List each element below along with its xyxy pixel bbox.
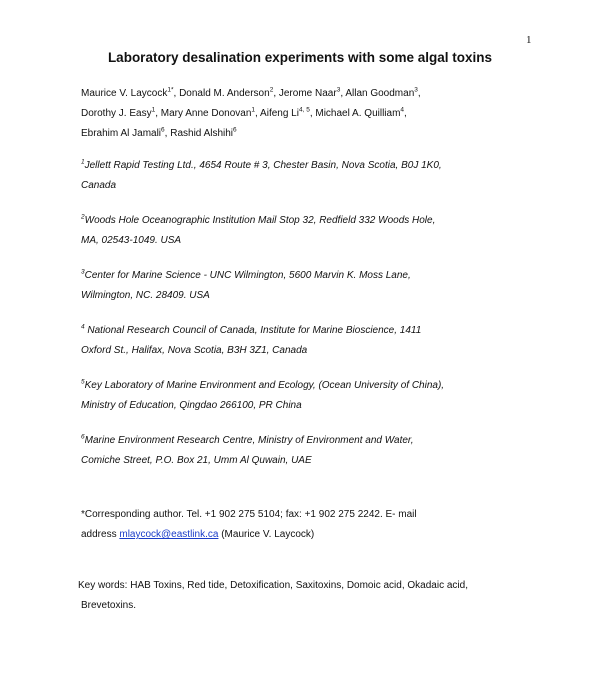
affiliation-text: Canada [81,180,117,191]
corresponding-name: (Maurice V. Laycock) [218,529,315,540]
author-affiliation-marker: 6 [161,126,165,134]
author-affiliation-marker: 3 [336,86,341,94]
keywords [78,576,518,616]
affiliation-text: Woods Hole Oceanographic Institution Mail Stop 32, Redfield 332 Woods Hole, [84,215,436,226]
affiliation-line [81,266,521,286]
affiliation-line [81,321,521,341]
author-name: Maurice V. Laycock [81,88,168,99]
author-affiliation-marker: 1* [167,86,174,94]
affiliation-text: Marine Environment Research Centre, Ministry of Environment and Water, [84,435,414,446]
affiliation-line [81,451,521,471]
page-title: Laboratory desalination experiments with some algal toxins [107,50,493,65]
author-separator: , [255,108,261,119]
affiliation-line [81,376,521,396]
affiliation [81,431,521,471]
author-separator: , [340,88,346,99]
affiliation [81,156,521,196]
author-affiliation-marker: 6 [233,126,237,134]
affiliation-number: 5 [81,378,85,386]
author-name: Ebrahim Al Jamali [81,128,162,139]
keywords-line-1: Key words: HAB Toxins, Red tide, Detoxification, Saxitoxins, Domoic acid, Okadaic acid, [78,580,468,591]
author-affiliation-marker: 2 [269,86,274,94]
affiliation-line [81,231,521,251]
author-separator: , [417,88,421,99]
author-line [81,124,521,144]
author-separator: , [273,88,279,99]
affiliation-text: National Research Council of Canada, Institute for Marine Bioscience, 1411 [84,325,422,336]
affiliation-line [81,286,521,306]
author-affiliation-marker: 1 [151,106,156,114]
affiliation-number: 1 [81,158,85,166]
author-line [81,104,521,124]
affiliation [81,211,521,251]
author-affiliation-marker: 4, 5 [298,106,310,114]
affiliation-text: Center for Marine Science - UNC Wilmington, 5600 Marvin K. Moss Lane, [84,270,411,281]
author-name: Jerome Naar [278,88,337,99]
author-name: Aifeng Li [260,108,299,119]
affiliation-line [81,156,521,176]
author-affiliation-marker: 4 [400,106,405,114]
author-name: Michael A. Quilliam [315,108,401,119]
corresponding-address-prefix: address [81,529,120,540]
affiliation-text: Wilmington, NC. 28409. USA [81,290,210,301]
affiliation-line [81,396,521,416]
author-name: Donald M. Anderson [179,88,270,99]
affiliation-number: 2 [81,213,85,221]
corresponding-author [81,505,521,545]
affiliation-line [81,211,521,231]
affiliation-number: 3 [81,268,85,276]
page-number: 1 [526,34,532,46]
author-name: Dorothy J. Easy [81,108,152,119]
corresponding-line-1: *Corresponding author. Tel. +1 902 275 5104; fax: +1 902 275 2242. E- mail [81,509,417,520]
author-separator: , [155,108,161,119]
affiliation [81,376,521,416]
author-affiliation-marker: 3 [414,86,418,94]
affiliation-text: Jellett Rapid Testing Ltd., 4654 Route # 3, Chester Basin, Nova Scotia, B0J 1K0, [84,160,442,171]
affiliation-line [81,176,521,196]
author-line [81,84,521,104]
affiliation-text: MA, 02543-1049. USA [81,235,182,246]
author-separator: , [404,108,407,119]
author-separator: , [164,128,171,139]
author-separator: , [173,88,180,99]
author-name: Rashid Alshihi [170,128,234,139]
affiliation-number: 6 [81,433,85,441]
affiliation [81,266,521,306]
author-affiliation-marker: 1 [251,106,256,114]
affiliation-number: 4 [81,323,85,331]
affiliation-text: Ministry of Education, Qingdao 266100, PR China [81,400,302,411]
affiliation-text: Key Laboratory of Marine Environment and Ecology, (Ocean University of China), [84,380,445,391]
author-separator: , [309,108,316,119]
affiliation-text: Comiche Street, P.O. Box 21, Umm Al Quwain, UAE [81,455,312,466]
affiliation-line [81,341,521,361]
author-name: Allan Goodman [345,88,415,99]
author-list [81,84,521,144]
email-link[interactable]: mlaycock@eastlink.ca [119,529,219,540]
affiliation-text: Oxford St., Halifax, Nova Scotia, B3H 3Z1, Canada [81,345,308,356]
affiliation [81,321,521,361]
affiliation-line [81,431,521,451]
author-name: Mary Anne Donovan [160,108,252,119]
keywords-line-2: Brevetoxins. [81,600,137,611]
